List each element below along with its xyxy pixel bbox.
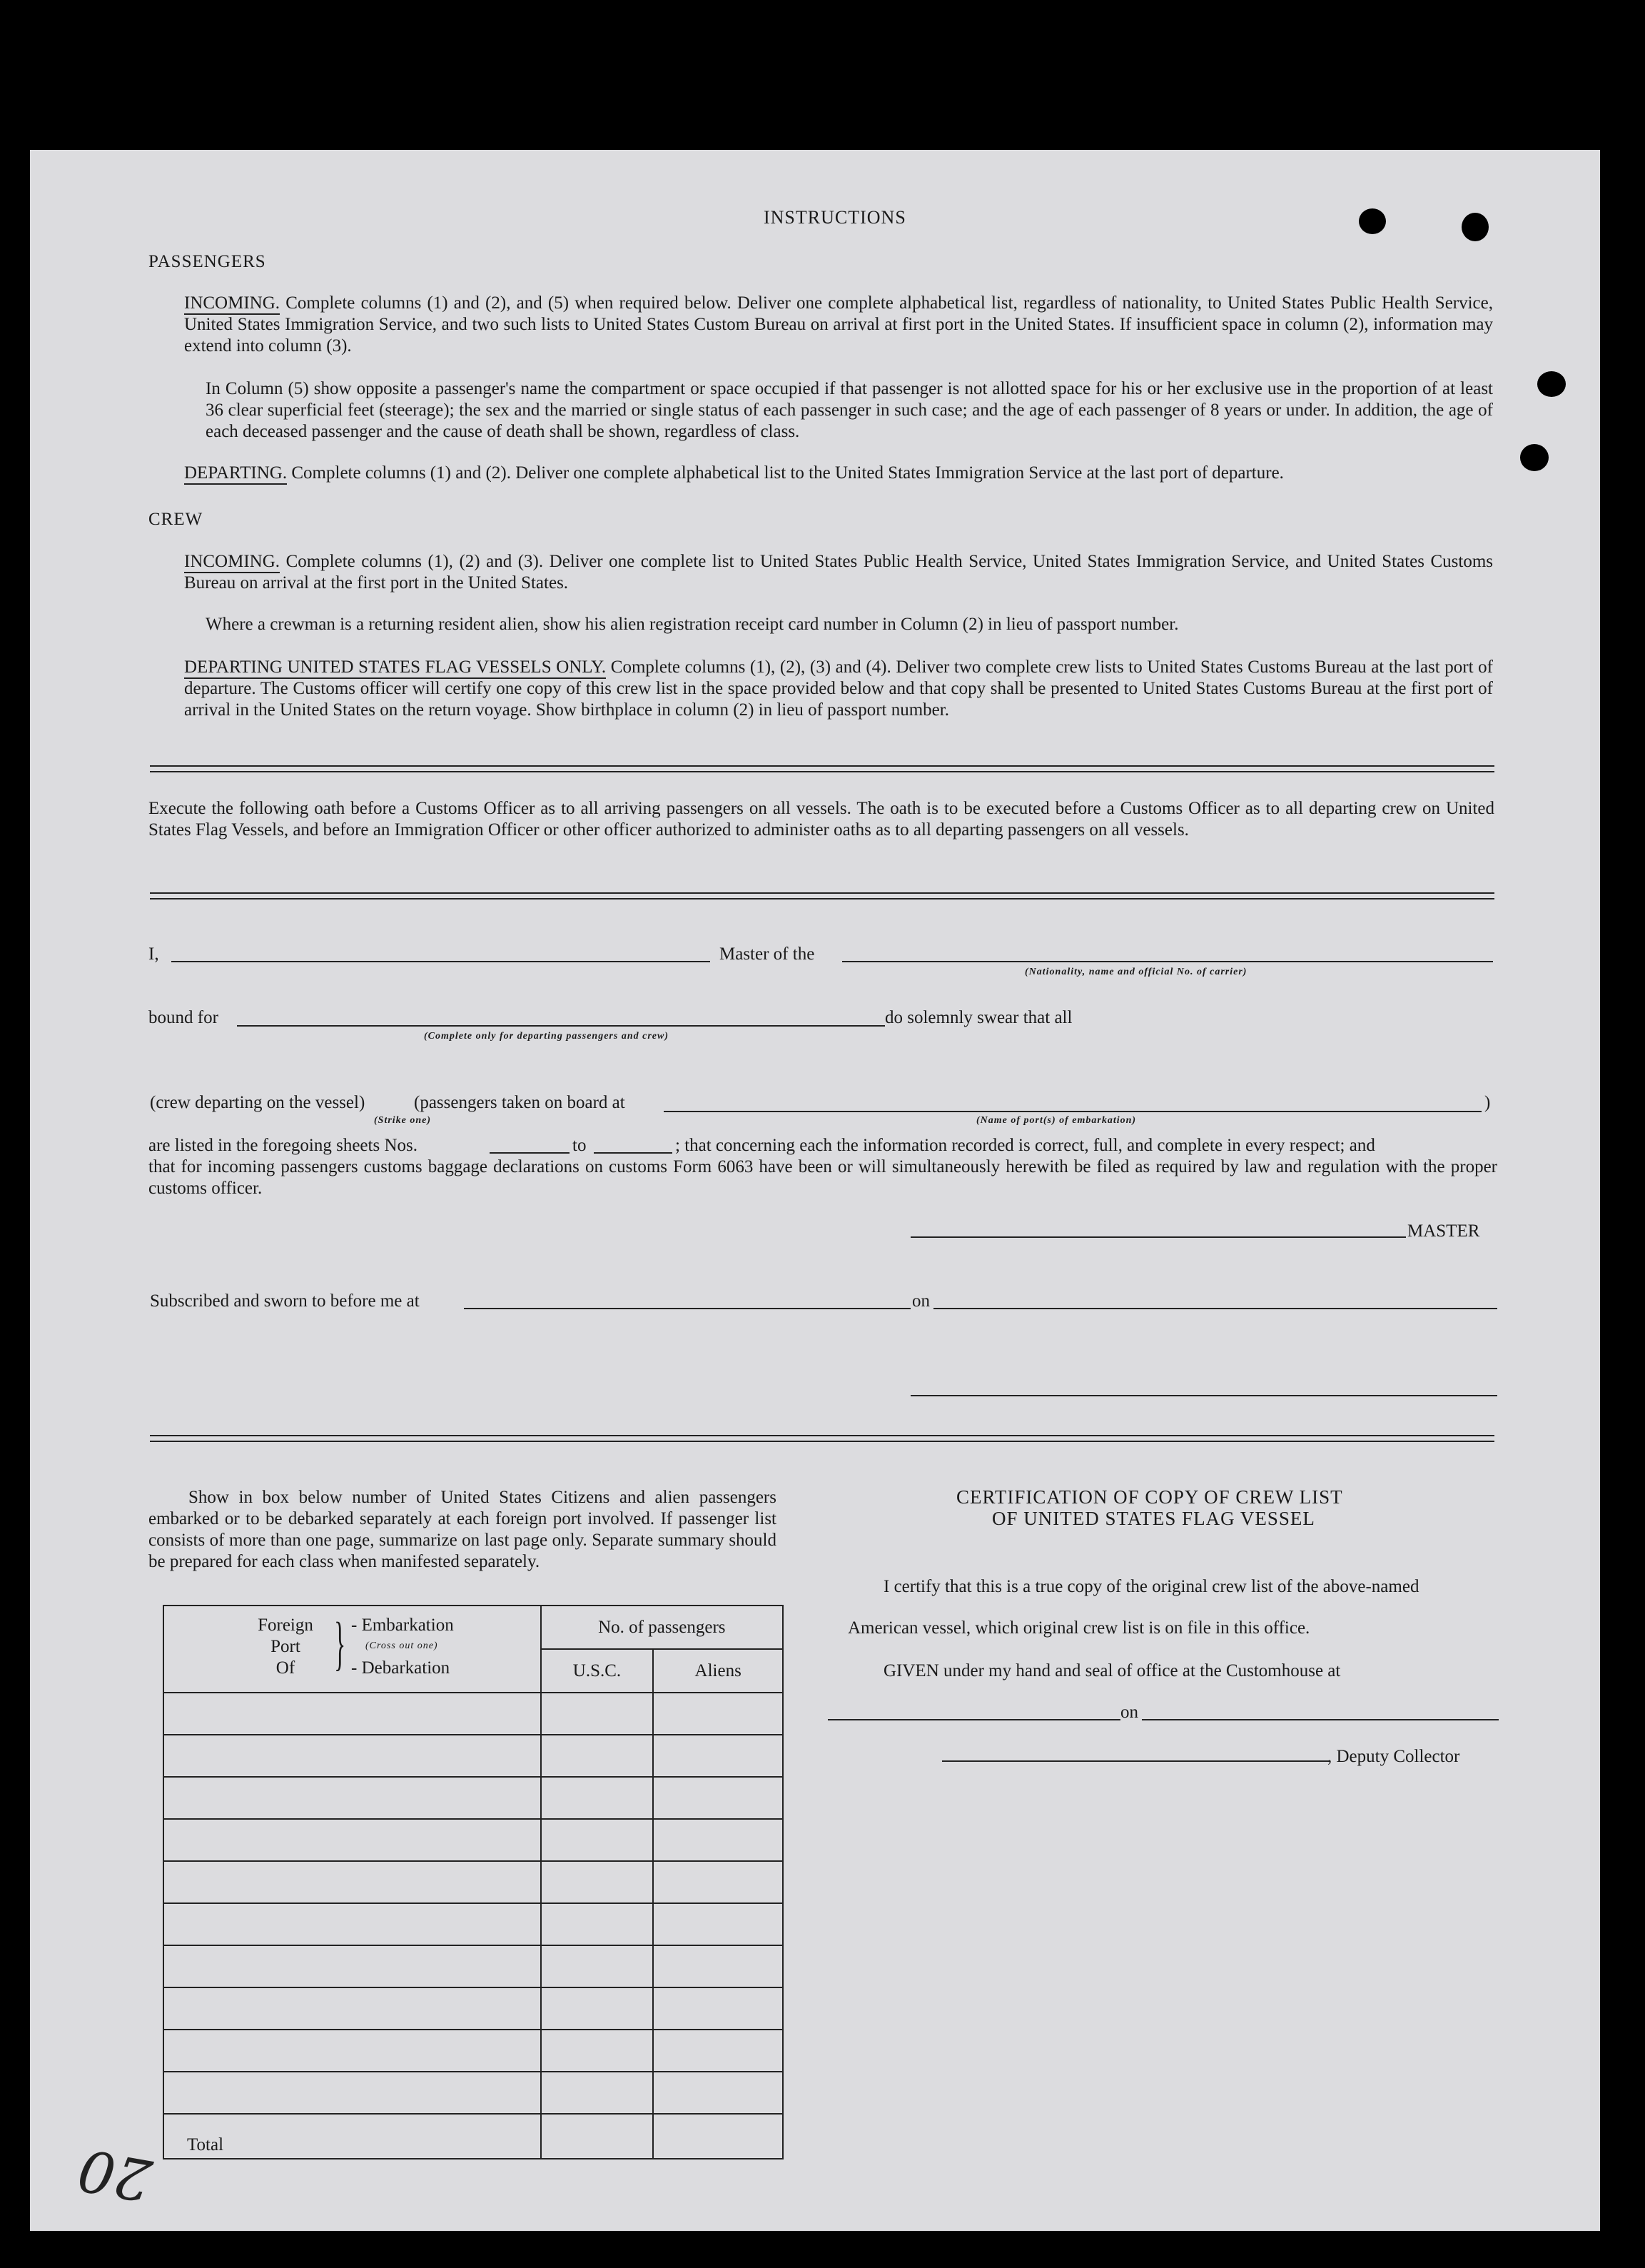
usc-cell[interactable] (541, 1819, 654, 1861)
port-cell[interactable] (163, 2030, 541, 2072)
subscribed-date-line[interactable] (933, 1308, 1497, 1309)
brace: } (334, 1611, 346, 1677)
oath-instructions: Execute the following oath before a Customs Officer as to all arriving passengers on all vessels. The oath is to be executed before a Customs Officer as to all departing crew on United States Flag Vessels, and before an Immigration Officer or other officer authorized to administer oaths as to all departing passengers on all vessels. (148, 799, 1494, 840)
usc-cell[interactable] (541, 2030, 654, 2072)
crew-departing-paragraph (184, 657, 1493, 721)
nationality-caption: (Nationality, name and official No. of carrier) (1025, 967, 1247, 977)
passengers-departing-text: Complete columns (1) and (2). Deliver one complete alphabetical list to the United States Immigration Service at the last port of departure. (291, 463, 1284, 483)
port-cell[interactable] (163, 1861, 541, 1903)
to-label: to (572, 1136, 587, 1155)
aliens-cell[interactable] (653, 1693, 783, 1735)
usc-cell[interactable] (541, 1735, 654, 1777)
column5-paragraph: In Column (5) show opposite a passenger's name the compartment or space occupied if that passenger is not allotted space for his or her exclusive use in the proportion of at least 36 clear superficial feet (steerage); the sex and the married or single status of each passenger in such case; and the age of each passenger of 8 years or under. In addition, the age of each deceased passenger and the cause of death shall be shown, regardless of class. (206, 379, 1493, 441)
usc-cell[interactable] (541, 2072, 654, 2114)
crew-heading: CREW (148, 510, 203, 529)
port-cell[interactable] (163, 1735, 541, 1777)
aliens-cell[interactable] (653, 1735, 783, 1777)
punch-hole (1359, 208, 1386, 234)
usc-cell[interactable] (541, 1861, 654, 1903)
passengers-incoming-label: INCOMING. (184, 293, 280, 315)
oath-i: I, (148, 944, 159, 964)
certification-text2: American vessel, which original crew list is on file in this office. (848, 1618, 1310, 1638)
aliens-cell[interactable] (653, 1945, 783, 1987)
master-of-the-label: Master of the (719, 944, 815, 964)
summary-instructions: Show in box below number of United States Citizens and alien passengers embarked or to be debarked separately at each foreign port involved. If passenger list consists of more than one page, summarize on last page only. Separate summary should be prepared for each class when manifested separately. (148, 1488, 776, 1571)
embarkation-label: - Embarkation (351, 1616, 454, 1635)
officer-signature-line[interactable] (911, 1395, 1497, 1396)
crew-departing-option: (crew departing on the vessel) (150, 1093, 365, 1112)
aliens-cell[interactable] (653, 2030, 783, 2072)
divider (150, 765, 1494, 772)
page-title: INSTRUCTIONS (764, 207, 906, 228)
usc-cell[interactable] (541, 1777, 654, 1819)
passengers-departing-label: DEPARTING. (184, 463, 287, 485)
debarkation-label: - Debarkation (351, 1658, 450, 1678)
deputy-signature-line[interactable] (942, 1760, 1329, 1762)
port-cell[interactable] (163, 1693, 541, 1735)
certification-text1: I certify that this is a true copy of the original crew list of the above-named (884, 1577, 1419, 1596)
bound-for-line[interactable] (237, 1025, 885, 1027)
passengers-incoming-text: Complete columns (1) and (2), and (5) when required below. Deliver one complete alphabetical list, regardless of nationality, to United States Public Health Service, United States Immigration Service, and two such lists to United States Custom Bureau on arrival at first port in the United States. If insufficient space in column (2), information may extend into column (3). (184, 293, 1494, 356)
certification-title-line2: OF UNITED STATES FLAG VESSEL (992, 1508, 1315, 1529)
aliens-cell[interactable] (653, 1987, 783, 2030)
of-label: Of (275, 1658, 295, 1678)
concerning-text: ; that concerning each the information recorded is correct, full, and complete in every respect; and (675, 1136, 1375, 1155)
foreign-port-header (163, 1606, 541, 1693)
table-row (163, 1777, 783, 1819)
port-cell[interactable] (163, 1903, 541, 1945)
punch-hole (1520, 444, 1549, 471)
port-label: Port (270, 1637, 300, 1656)
crew-incoming-paragraph (184, 551, 1493, 594)
close-paren: ) (1484, 1093, 1491, 1112)
certification-date-line[interactable] (1142, 1719, 1499, 1720)
table-row (163, 1861, 783, 1903)
table-row (163, 2072, 783, 2114)
port-cell[interactable] (163, 1987, 541, 2030)
port-cell[interactable] (163, 1777, 541, 1819)
port-cell[interactable] (163, 1819, 541, 1861)
passengers-incoming-paragraph (184, 293, 1493, 357)
passenger-summary-table (163, 1605, 784, 2159)
certification-text3: GIVEN under my hand and seal of office at the Customhouse at (884, 1661, 1341, 1680)
master-name-line[interactable] (171, 961, 710, 962)
certification-title-line1: CERTIFICATION OF COPY OF CREW LIST (956, 1486, 1343, 1508)
aliens-cell[interactable] (653, 1903, 783, 1945)
strike-one-caption: (Strike one) (374, 1115, 432, 1126)
subscribed-label: Subscribed and sworn to before me at (150, 1291, 420, 1311)
subscribed-on-label: on (912, 1291, 930, 1311)
usc-cell[interactable] (541, 1987, 654, 2030)
total-label: Total (163, 2114, 541, 2159)
table-row (163, 1735, 783, 1777)
table-row (163, 1903, 783, 1945)
table-row (163, 1987, 783, 2030)
table-row (163, 2030, 783, 2072)
usc-cell[interactable] (541, 1945, 654, 1987)
complete-only-caption: (Complete only for departing passengers and crew) (424, 1031, 669, 1042)
passengers-departing-paragraph (184, 463, 1497, 484)
punch-hole (1462, 213, 1489, 241)
usc-cell[interactable] (541, 1693, 654, 1735)
total-usc-cell[interactable] (541, 2114, 654, 2159)
port-cell[interactable] (163, 2072, 541, 2114)
foreign-label: Foreign (258, 1616, 313, 1635)
table-row (163, 1945, 783, 1987)
aliens-header: Aliens (653, 1649, 783, 1693)
crew-resident-paragraph: Where a crewman is a returning resident alien, show his alien registration receipt card number in Column (2) in lieu of passport number. (206, 615, 1179, 634)
master-signature-line[interactable] (911, 1236, 1406, 1238)
certification-on-label: on (1120, 1703, 1138, 1722)
carrier-line[interactable] (842, 961, 1493, 962)
usc-cell[interactable] (541, 1903, 654, 1945)
passengers-taken-option: (passengers taken on board at (414, 1093, 625, 1112)
oath-rest-text: that for incoming passengers customs baggage declarations on customs Form 6063 have been or will simultaneously herewith be filed as required by law and regulation with the proper customs officer. (148, 1157, 1497, 1198)
cross-out-caption: (Cross out one) (365, 1640, 438, 1651)
sheet-to-line[interactable] (594, 1152, 672, 1154)
no-of-passengers-header: No. of passengers (541, 1606, 783, 1649)
bound-for-label: bound for (148, 1008, 218, 1027)
total-row (163, 2114, 783, 2159)
subscribed-place-line[interactable] (464, 1308, 911, 1309)
usc-header: U.S.C. (541, 1649, 654, 1693)
crew-departing-label: DEPARTING UNITED STATES FLAG VESSELS ONLY. (184, 657, 606, 679)
listed-in-label: are listed in the foregoing sheets Nos. (148, 1136, 417, 1155)
crew-incoming-label: INCOMING. (184, 552, 280, 573)
passengers-heading: PASSENGERS (148, 252, 266, 271)
master-label: MASTER (1407, 1221, 1480, 1241)
port-cell[interactable] (163, 1945, 541, 1987)
swear-label: do solemnly swear that all (885, 1008, 1073, 1027)
customhouse-line[interactable] (828, 1719, 1120, 1720)
aliens-cell[interactable] (653, 1861, 783, 1903)
aliens-cell[interactable] (653, 1777, 783, 1819)
handwritten-number: 20 (73, 2135, 157, 2214)
punch-hole (1537, 371, 1566, 397)
aliens-cell[interactable] (653, 2072, 783, 2114)
ports-caption: (Name of port(s) of embarkation) (976, 1115, 1137, 1126)
ports-line[interactable] (664, 1111, 1482, 1112)
sheet-from-line[interactable] (490, 1152, 570, 1154)
table-row (163, 1819, 783, 1861)
table-row (163, 1693, 783, 1735)
divider (150, 1435, 1494, 1442)
total-aliens-cell[interactable] (653, 2114, 783, 2159)
crew-incoming-text: Complete columns (1), (2) and (3). Deliver one complete list to United States Public Health Service, United States Immigration Service, and United States Customs Bureau on arrival at the first port in the United States. (184, 552, 1494, 593)
crew-departing-text: Complete columns (1), (2), (3) and (4). Deliver two complete crew lists to United States Customs Bureau at the last port of departure. The Customs officer will certify one copy of this crew list in the space provided below and that copy shall be presented to United States Customs Bureau at the first port of arrival in the United States on the return voyage. Show birthplace in column (2) in lieu of passport number. (184, 657, 1494, 720)
deputy-collector-label: , Deputy Collector (1327, 1747, 1460, 1766)
aliens-cell[interactable] (653, 1819, 783, 1861)
divider (150, 892, 1494, 899)
